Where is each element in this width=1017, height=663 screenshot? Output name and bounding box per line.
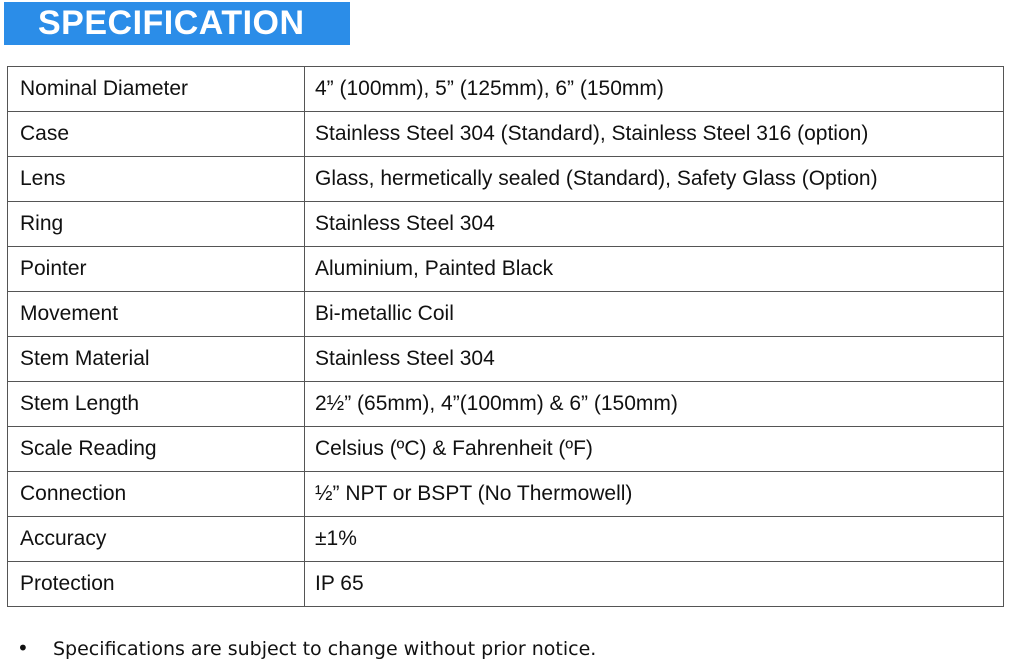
row-value: Celsius (ºC) & Fahrenheit (ºF) — [305, 427, 1004, 472]
row-label: Accuracy — [8, 517, 305, 562]
table-row — [8, 67, 1004, 112]
row-label: Stem Material — [8, 337, 305, 382]
table-row — [8, 112, 1004, 157]
table-row — [8, 157, 1004, 202]
row-value: ±1% — [305, 517, 1004, 562]
table-row — [8, 517, 1004, 562]
row-value: Stainless Steel 304 (Standard), Stainless Steel 316 (option) — [305, 112, 1004, 157]
table-row — [8, 427, 1004, 472]
row-value: Bi-metallic Coil — [305, 292, 1004, 337]
row-value: 2½” (65mm), 4”(100mm) & 6” (150mm) — [305, 382, 1004, 427]
table-row — [8, 292, 1004, 337]
row-label: Case — [8, 112, 305, 157]
row-label: Movement — [8, 292, 305, 337]
row-label: Protection — [8, 562, 305, 607]
row-label: Pointer — [8, 247, 305, 292]
table-row — [8, 202, 1004, 247]
row-label: Scale Reading — [8, 427, 305, 472]
table-row — [8, 382, 1004, 427]
table-row — [8, 337, 1004, 382]
row-value: Stainless Steel 304 — [305, 337, 1004, 382]
row-value: IP 65 — [305, 562, 1004, 607]
row-label: Ring — [8, 202, 305, 247]
row-value: 4” (100mm), 5” (125mm), 6” (150mm) — [305, 67, 1004, 112]
specification-table — [7, 66, 1004, 607]
row-value: Glass, hermetically sealed (Standard), Safety Glass (Option) — [305, 157, 1004, 202]
row-label: Stem Length — [8, 382, 305, 427]
row-value: ½” NPT or BSPT (No Thermowell) — [305, 472, 1004, 517]
table-row — [8, 562, 1004, 607]
page-title: SPECIFICATION — [4, 2, 350, 45]
row-label: Lens — [8, 157, 305, 202]
table-row — [8, 247, 1004, 292]
row-value: Stainless Steel 304 — [305, 202, 1004, 247]
row-label: Nominal Diameter — [8, 67, 305, 112]
footnote-text: Specifications are subject to change without prior notice. — [53, 638, 597, 660]
row-value: Aluminium, Painted Black — [305, 247, 1004, 292]
footnote — [17, 634, 596, 663]
bullet-icon: • — [17, 636, 29, 660]
row-label: Connection — [8, 472, 305, 517]
table-row — [8, 472, 1004, 517]
